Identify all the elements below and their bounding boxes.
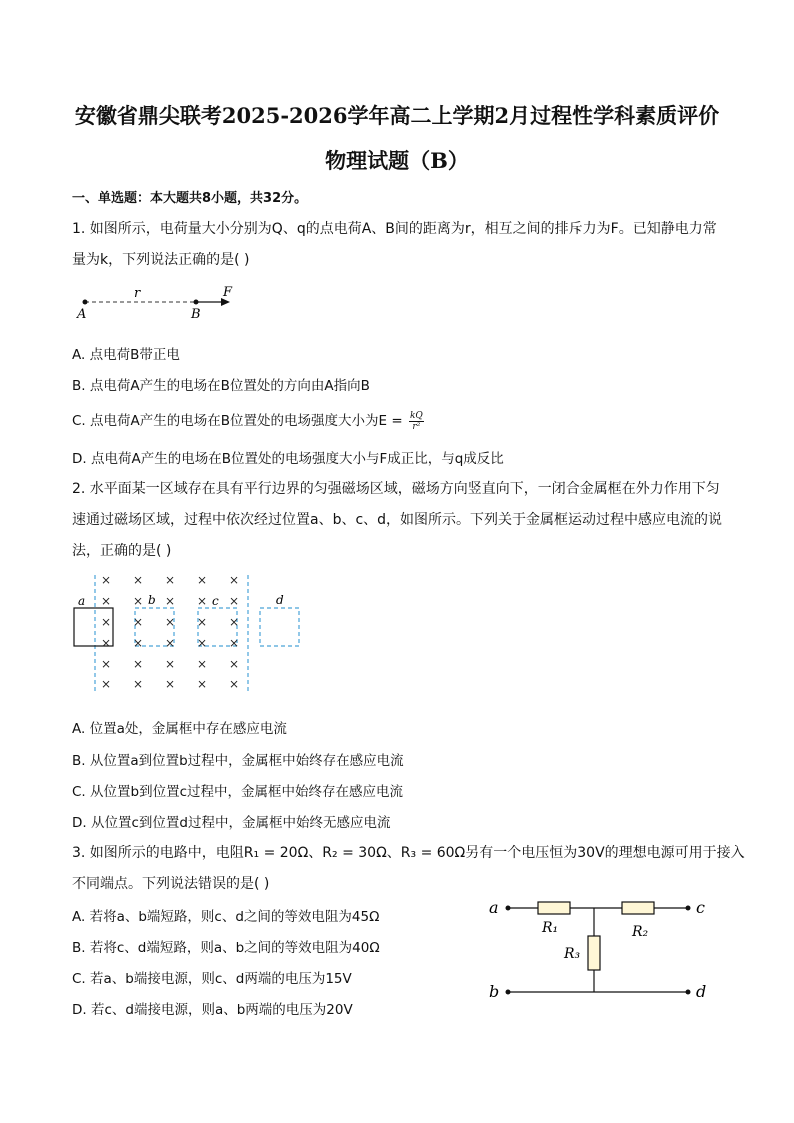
- field-cross-symbol: ×: [101, 594, 112, 608]
- field-cross-symbol: ×: [229, 615, 240, 629]
- label-d: d: [276, 593, 284, 607]
- section-heading: 一、单选题：本大题共8小题，共32分。: [72, 191, 308, 206]
- field-cross-symbol: ×: [133, 657, 144, 671]
- q1-option-d: D. 点电荷A产生的电场在B位置处的电场强度大小与F成正比，与q成反比: [72, 451, 504, 467]
- q3-option-a: A. 若将a、b端短路，则c、d之间的等效电阻为45Ω: [72, 909, 380, 925]
- field-cross-symbol: ×: [197, 594, 208, 608]
- resistor-R1: [538, 902, 570, 914]
- field-crosses: [101, 573, 239, 691]
- field-cross-symbol: ×: [101, 636, 112, 650]
- q1-option-c-text: C. 点电荷A产生的电场在B位置处的电场强度大小为E =: [72, 413, 403, 429]
- q3-option-c: C. 若a、b端接电源，则c、d两端的电压为15V: [72, 971, 352, 987]
- q3-option-b: B. 若将c、d端短路，则a、b之间的等效电阻为40Ω: [72, 940, 380, 956]
- field-cross-symbol: ×: [101, 657, 112, 671]
- field-cross-symbol: ×: [229, 657, 240, 671]
- field-cross-symbol: ×: [197, 615, 208, 629]
- q2-option-a: A. 位置a处，金属框中存在感应电流: [72, 721, 287, 737]
- field-cross-symbol: ×: [197, 636, 208, 650]
- label-terminal-c: c: [696, 898, 705, 917]
- q3-stem-line2: 不同端点。下列说法错误的是( ): [72, 876, 270, 892]
- field-cross-symbol: ×: [229, 594, 240, 608]
- field-cross-symbol: ×: [165, 573, 176, 587]
- q1-label-B: B: [191, 307, 201, 322]
- q1-option-b: B. 点电荷A产生的电场在B位置处的方向由A指向B: [72, 378, 370, 394]
- field-cross-symbol: ×: [133, 615, 144, 629]
- field-cross-symbol: ×: [197, 677, 208, 691]
- resistor-R2: [622, 902, 654, 914]
- q1-stem-line2: 量为k，下列说法正确的是( ): [72, 252, 250, 268]
- field-cross-symbol: ×: [165, 615, 176, 629]
- label-c: c: [212, 594, 219, 608]
- field-cross-symbol: ×: [101, 677, 112, 691]
- field-cross-symbol: ×: [165, 657, 176, 671]
- field-cross-symbol: ×: [133, 677, 144, 691]
- field-cross-symbol: ×: [101, 573, 112, 587]
- q2-stem-line1: 2. 水平面某一区域存在具有平行边界的匀强磁场区域，磁场方向竖直向下，一闭合金属框在外力作用下匀: [72, 481, 720, 497]
- fraction-numerator: kQ: [409, 410, 423, 421]
- field-cross-symbol: ×: [197, 573, 208, 587]
- field-cross-symbol: ×: [165, 636, 176, 650]
- label-R1: R₁: [542, 920, 559, 936]
- fraction-denominator: r²: [412, 421, 421, 432]
- field-cross-symbol: ×: [229, 677, 240, 691]
- q2-stem-line2: 速通过磁场区域，过程中依次经过位置a、b、c、d，如图所示。下列关于金属框运动过程中感应电流的说: [72, 512, 723, 528]
- label-R3: R₃: [564, 946, 581, 962]
- label-terminal-b: b: [489, 982, 500, 1001]
- q3-option-d: D. 若c、d端接电源，则a、b两端的电压为20V: [72, 1002, 353, 1018]
- label-terminal-a: a: [489, 898, 499, 917]
- q1-label-r: r: [134, 286, 141, 301]
- q2-option-d: D. 从位置c到位置d过程中，金属框中始终无感应电流: [72, 815, 391, 831]
- exam-title-line1: 安徽省鼎尖联考2025-2026学年高二上学期2月过程性学科素质评价: [74, 103, 720, 128]
- label-terminal-d: d: [696, 982, 707, 1001]
- q1-option-a: A. 点电荷B带正电: [72, 347, 180, 363]
- q1-stem-line1: 1. 如图所示，电荷量大小分别为Q、q的点电荷A、B间的距离为r，相互之间的排斥力为F。已知静电力常: [72, 221, 717, 237]
- label-R2: R₂: [632, 924, 649, 940]
- field-cross-symbol: ×: [197, 657, 208, 671]
- field-cross-symbol: ×: [133, 636, 144, 650]
- field-cross-symbol: ×: [229, 573, 240, 587]
- field-cross-symbol: ×: [165, 594, 176, 608]
- field-cross-symbol: ×: [229, 636, 240, 650]
- q3-circuit: [480, 890, 720, 1010]
- q1-label-F: F: [223, 285, 233, 300]
- exam-title-line2: 物理试题（B）: [325, 148, 469, 173]
- field-cross-symbol: ×: [101, 615, 112, 629]
- resistor-R3: [588, 936, 600, 970]
- field-cross-symbol: ×: [165, 677, 176, 691]
- q2-stem-line3: 法，正确的是( ): [72, 543, 172, 559]
- label-b: b: [148, 593, 156, 607]
- q2-option-c: C. 从位置b到位置c过程中，金属框中始终存在感应电流: [72, 784, 403, 800]
- field-cross-symbol: ×: [133, 573, 144, 587]
- frame-position-d: [260, 608, 299, 646]
- q2-option-b: B. 从位置a到位置b过程中，金属框中始终存在感应电流: [72, 753, 404, 769]
- label-a: a: [78, 594, 86, 608]
- q1-label-A: A: [77, 307, 87, 322]
- field-cross-symbol: ×: [133, 594, 144, 608]
- q3-stem-line1: 3. 如图所示的电路中，电阻R₁ = 20Ω、R₂ = 30Ω、R₃ = 60Ω另有一个电压恒为30V的理想电源可用于接入: [72, 845, 745, 861]
